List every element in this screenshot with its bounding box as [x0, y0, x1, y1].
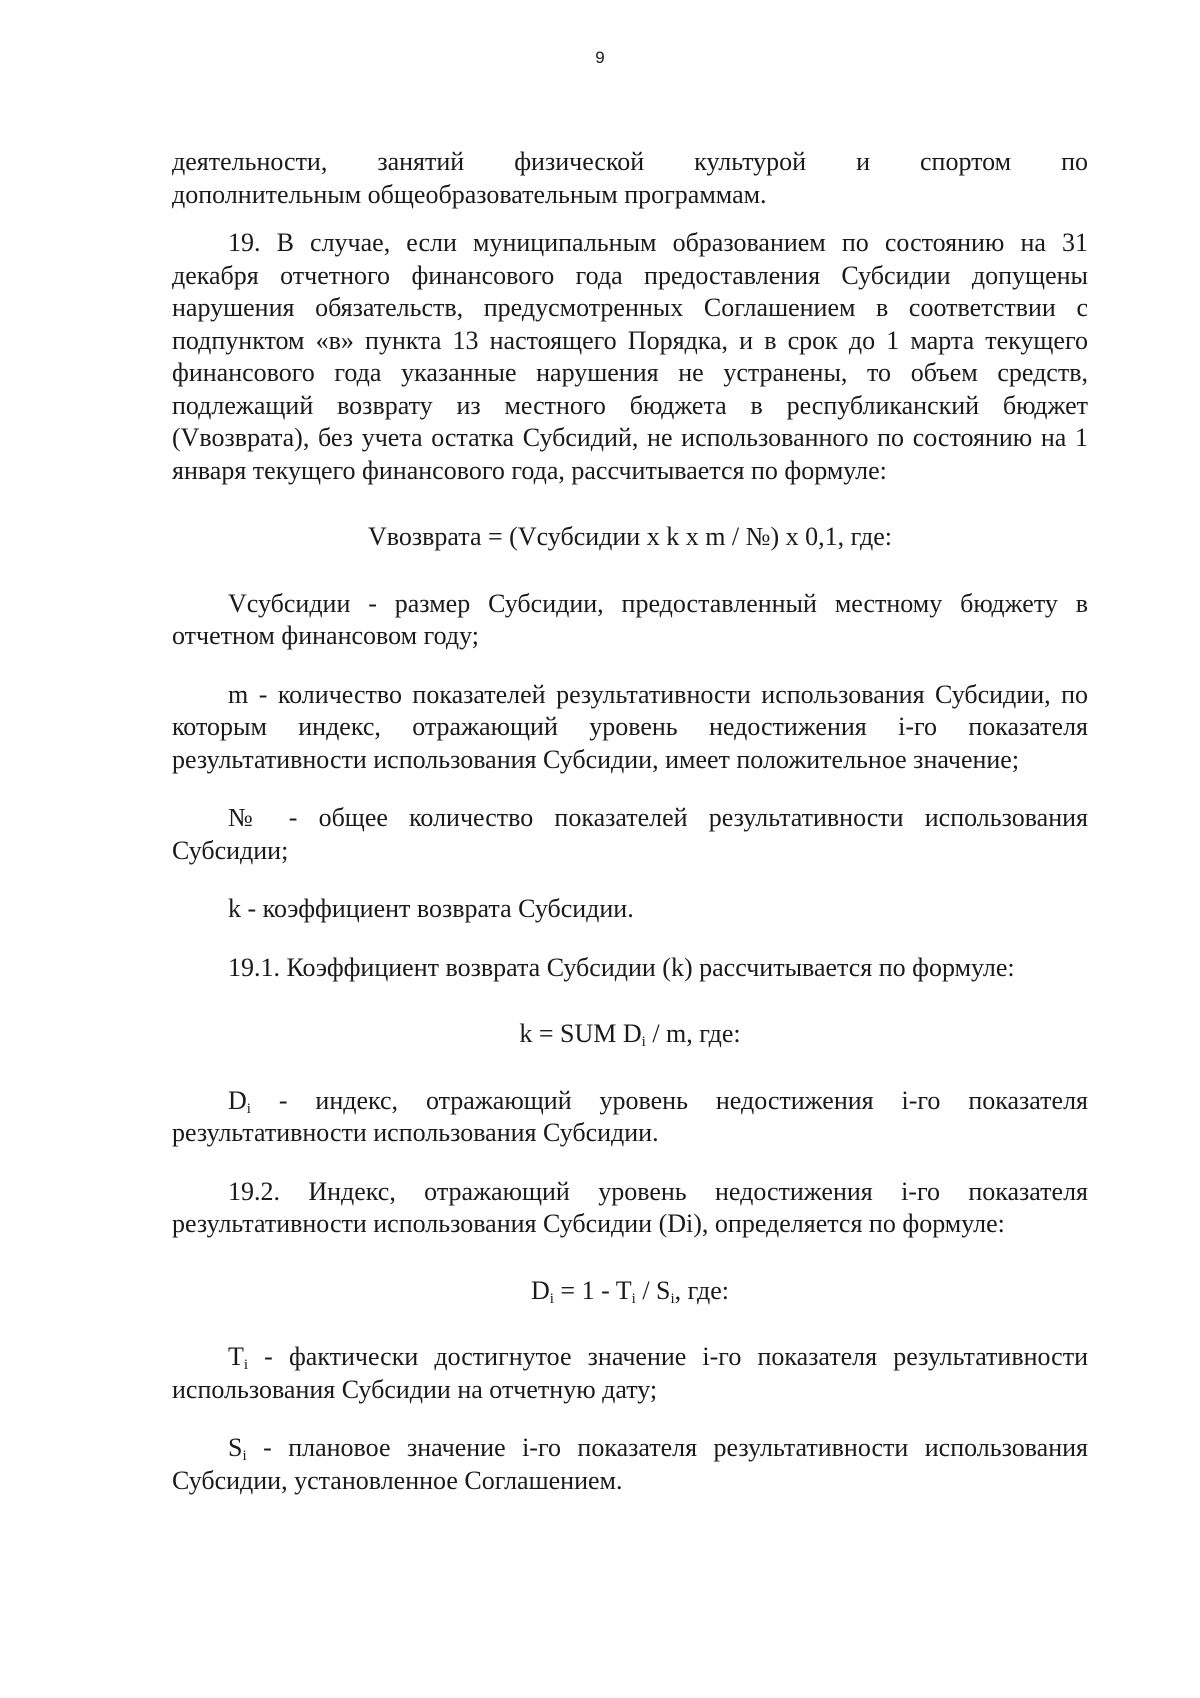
paragraph-continuation-line2: дополнительным общеобразовательным программам. [172, 179, 767, 209]
definition-number: № - общее количество показателей результативности использования Субсидии; [172, 803, 1088, 865]
formula-di: $D_i = 1 - T_i / S_i$, где: [530, 1275, 730, 1307]
paragraph-19: 19. В случае, если муниципальным образованием по состоянию на 31 декабря отчетного финансового года предоставления Субсидии допущены нарушения обязательств, предусмотренных Соглашением в соответствии с подпунктом «в» пункта 13 настоящего Порядка, и в срок до 1 марта текущего финансового года указанные нарушения не устранены, то объем средств, подлежащий возврату из местного бюджета в республиканский бюджет (Vвозврата), без учета остатка Субсидий, не использованного по состоянию на 1 января текущего финансового года, рассчитывается по формуле: [172, 228, 1088, 485]
definition-di: $D_i$ - индекс, отражающий уровень недостижения i-го показателя результативности использования Субсидии. [172, 1085, 1088, 1147]
paragraph-continuation-line1: деятельности, занятий физической культурой и спортом по [172, 147, 1088, 176]
document-body [172, 146, 1088, 1497]
definition-m: m - количество показателей результативности использования Субсидии, по которым индекс, отражающий уровень недостижения i-го показателя результативности использования Субсидии, имеет положительное значение; [172, 679, 1088, 774]
definition-k: k - коэффициент возврата Субсидии. [228, 894, 634, 923]
paragraph-19-2: 19.2. Индекс, отражающий уровень недостижения i-го показателя результативности использования Субсидии (Di), определяется по формуле: [172, 1176, 1088, 1238]
paragraph-19-1: 19.1. Коэффициент возврата Субсидии (k) рассчитывается по формуле: [228, 952, 1015, 982]
formula-k: k = SUM $D_i$ / m, где: [519, 1019, 741, 1050]
page-number: 9 [595, 48, 605, 67]
definition-si: $S_i$ - плановое значение i-го показателя результативности использования Субсидии, установленное Соглашением. [172, 1433, 1088, 1495]
definition-ti: $T_i$ - фактически достигнутое значение i-го показателя результативности использования Субсидии на отчетную дату; [172, 1342, 1088, 1404]
definition-vsubsidii: Vсубсидии - размер Субсидии, предоставленный местному бюджету в отчетном финансовом году; [172, 588, 1088, 650]
formula-vozvrata: Vвозврата = (Vсубсидии x k x m / №) x 0,1, где: [368, 522, 892, 551]
